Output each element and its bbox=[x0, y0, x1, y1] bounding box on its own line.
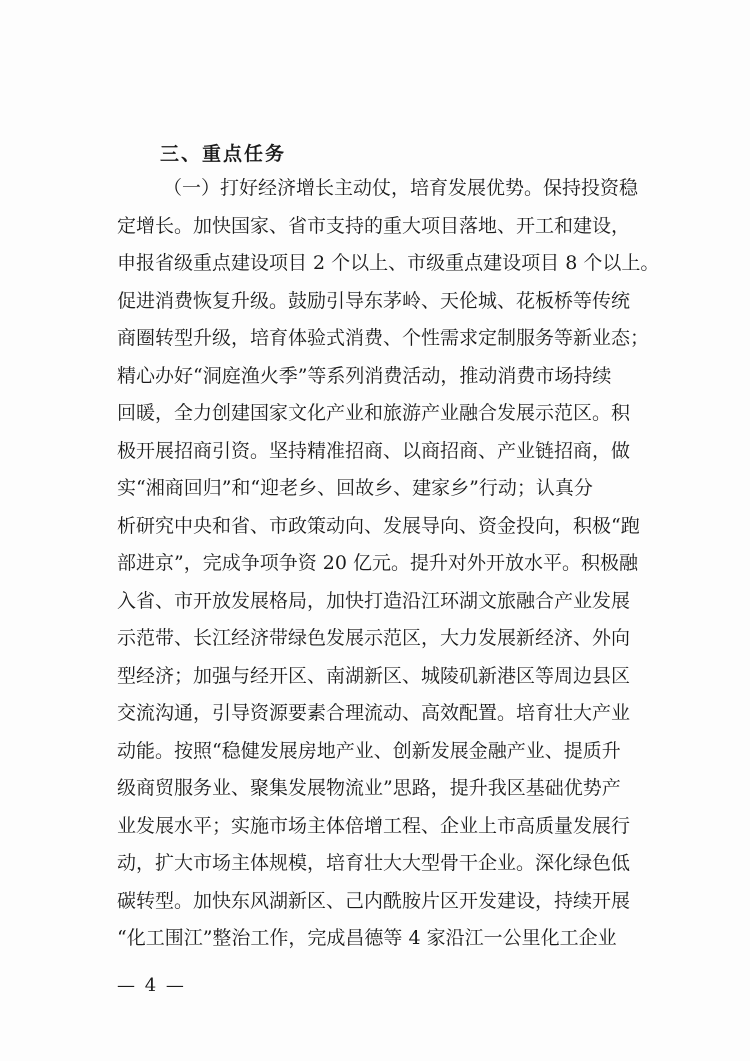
body-line-17: 级商贸服务业、聚集发展物流业”思路，提升我区基础优势产 bbox=[117, 777, 621, 799]
section-heading: 三、重点任务 bbox=[160, 143, 287, 165]
body-text bbox=[117, 170, 660, 958]
body-line-14: 型经济；加强与经开区、南湖新区、城陵矶新港区等周边县区 bbox=[117, 664, 631, 687]
body-line-9: 实“湘商回归”和“迎老乡、回故乡、建家乡”行动；认真分 bbox=[117, 477, 593, 499]
page-number: — 4 — bbox=[117, 975, 186, 996]
body-line-2: 定增长。加快国家、省市支持的重大项目落地、开工和建设， bbox=[117, 214, 631, 237]
body-line-11: 部进京”，完成争项争资 20 亿元。提升对外开放水平。积极融 bbox=[117, 552, 638, 574]
body-line-21: “化工围江”整治工作，完成昌德等 4 家沿江一公里化工企业 bbox=[117, 927, 617, 949]
body-line-18: 业发展水平；实施市场主体倍增工程、企业上市高质量发展行 bbox=[117, 814, 631, 837]
body-line-7: 回暖，全力创建国家文化产业和旅游产业融合发展示范区。积 bbox=[117, 402, 631, 424]
body-line-20: 碳转型。加快东风湖新区、己内酰胺片区开发建设，持续开展 bbox=[117, 889, 631, 912]
body-line-3: 申报省级重点建设项目 2 个以上、市级重点建设项目 8 个以上。 bbox=[117, 252, 660, 274]
body-line-12: 入省、市开放发展格局，加快打造沿江环湖文旅融合产业发展 bbox=[117, 589, 631, 612]
body-line-4: 促进消费恢复升级。鼓励引导东茅岭、天伦城、花板桥等传统 bbox=[117, 289, 631, 312]
body-line-6: 精心办好“洞庭渔火季”等系列消费活动，推动消费市场持续 bbox=[117, 364, 612, 387]
body-line-8: 极开展招商引资。坚持精准招商、以商招商、产业链招商，做 bbox=[117, 439, 631, 462]
body-line-10: 析研究中央和省、市政策动向、发展导向、资金投向，积极“跑 bbox=[117, 514, 640, 537]
body-line-15: 交流沟通，引导资源要素合理流动、高效配置。培育壮大产业 bbox=[117, 702, 631, 724]
body-line-1: （一）打好经济增长主动仗，培育发展优势。保持投资稳 bbox=[163, 177, 639, 199]
body-line-5: 商圈转型升级，培育体验式消费、个性需求定制服务等新业态； bbox=[117, 327, 650, 349]
body-line-13: 示范带、长江经济带绿色发展示范区，大力发展新经济、外向 bbox=[117, 627, 631, 649]
body-line-19: 动，扩大市场主体规模，培育壮大大型骨干企业。深化绿色低 bbox=[117, 852, 631, 874]
body-line-16: 动能。按照“稳健发展房地产业、创新发展金融产业、提质升 bbox=[117, 739, 621, 762]
